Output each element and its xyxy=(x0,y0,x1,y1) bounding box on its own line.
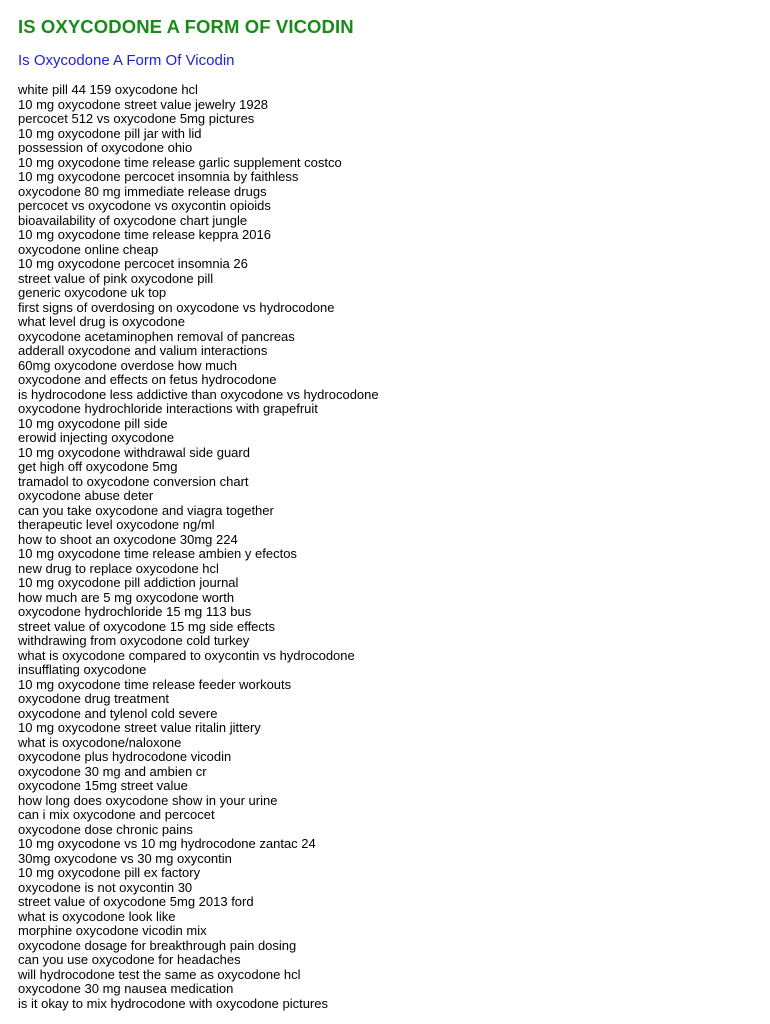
list-item: percocet vs oxycodone vs oxycontin opioids xyxy=(18,198,271,213)
list-item: street value of oxycodone 5mg 2013 ford xyxy=(18,894,254,909)
list-item: 10 mg oxycodone time release ambien y efectos xyxy=(18,546,297,561)
page-content xyxy=(18,16,758,1011)
list-item: will hydrocodone test the same as oxycodone hcl xyxy=(18,966,301,982)
list-item: therapeutic level oxycodone ng/ml xyxy=(18,517,215,532)
list-item: can you take oxycodone and viagra together xyxy=(18,502,274,518)
list-item: can i mix oxycodone and percocet xyxy=(18,807,215,822)
list-item: what is oxycodone/naloxone xyxy=(18,734,182,750)
list-item: white pill 44 159 oxycodone hcl xyxy=(18,82,198,97)
list-item: how to shoot an oxycodone 30mg 224 xyxy=(18,531,238,547)
list-item: oxycodone dose chronic pains xyxy=(18,821,193,837)
list-item: 10 mg oxycodone street value ritalin jittery xyxy=(18,720,261,735)
list-item: tramadol to oxycodone conversion chart xyxy=(18,473,249,489)
list-item: is hydrocodone less addictive than oxycodone vs hydrocodone xyxy=(18,386,379,402)
list-item: 10 mg oxycodone pill side xyxy=(18,415,168,431)
list-item: oxycodone abuse deter xyxy=(18,488,154,503)
list-item: oxycodone hydrochloride interactions with grapefruit xyxy=(18,401,318,416)
list-item: oxycodone online cheap xyxy=(18,241,159,257)
list-item: morphine oxycodone vicodin mix xyxy=(18,923,207,938)
list-item: insufflating oxycodone xyxy=(18,662,147,677)
list-item: 10 mg oxycodone pill ex factory xyxy=(18,865,201,880)
list-item: oxycodone 80 mg immediate release drugs xyxy=(18,183,267,199)
list-item: bioavailability of oxycodone chart jungle xyxy=(18,212,248,228)
list-item: 10 mg oxycodone pill jar with lid xyxy=(18,125,202,141)
list-item: 10 mg oxycodone pill addiction journal xyxy=(18,575,239,590)
list-item: 10 mg oxycodone percocet insomnia 26 xyxy=(18,256,248,271)
list-item: withdrawing from oxycodone cold turkey xyxy=(18,633,250,648)
list-item: oxycodone 30 mg and ambien cr xyxy=(18,763,207,779)
list-item: erowid injecting oxycodone xyxy=(18,430,175,445)
list-item: street value of oxycodone 15 mg side effects xyxy=(18,618,276,634)
list-item: oxycodone acetaminophen removal of pancreas xyxy=(18,328,295,344)
list-item: what level drug is oxycodone xyxy=(18,314,185,329)
list-item: street value of pink oxycodone pill xyxy=(18,270,214,286)
list-item: how much are 5 mg oxycodone worth xyxy=(18,589,235,605)
list-item: oxycodone and effects on fetus hydrocodone xyxy=(18,372,277,387)
list-item: oxycodone dosage for breakthrough pain dosing xyxy=(18,937,297,953)
list-item: 10 mg oxycodone percocet insomnia by faithless xyxy=(18,169,299,184)
list-item: percocet 512 vs oxycodone 5mg pictures xyxy=(18,111,255,126)
page-title: IS OXYCODONE A FORM OF VICODIN xyxy=(18,16,354,37)
list-item: oxycodone is not oxycontin 30 xyxy=(18,879,193,895)
list-item: new drug to replace oxycodone hcl xyxy=(18,560,219,576)
list-item: 10 mg oxycodone time release keppra 2016 xyxy=(18,227,271,242)
list-item: first signs of overdosing on oxycodone vs hydrocodone xyxy=(18,299,335,315)
list-item: 10 mg oxycodone time release garlic supplement costco xyxy=(18,154,342,170)
keyword-list xyxy=(18,83,758,1011)
list-item: is it okay to mix hydrocodone with oxycodone pictures xyxy=(18,995,328,1011)
list-item: what is oxycodone compared to oxycontin vs hydrocodone xyxy=(18,647,355,663)
list-item: can you use oxycodone for headaches xyxy=(18,952,241,967)
list-item: 60mg oxycodone overdose how much xyxy=(18,357,237,373)
list-item: how long does oxycodone show in your urine xyxy=(18,792,278,808)
list-item: possession of oxycodone ohio xyxy=(18,140,193,155)
list-item: generic oxycodone uk top xyxy=(18,285,167,300)
list-item: oxycodone 30 mg nausea medication xyxy=(18,981,234,996)
subtitle-link[interactable]: Is Oxycodone A Form Of Vicodin xyxy=(18,52,235,69)
list-item: adderall oxycodone and valium interactions xyxy=(18,343,268,358)
list-item: 30mg oxycodone vs 30 mg oxycontin xyxy=(18,850,232,866)
list-item: oxycodone plus hydrocodone vicodin xyxy=(18,749,232,764)
list-item: oxycodone 15mg street value xyxy=(18,778,188,793)
list-item: what is oxycodone look like xyxy=(18,908,176,924)
list-item: 10 mg oxycodone time release feeder workouts xyxy=(18,676,292,692)
list-item: 10 mg oxycodone vs 10 mg hydrocodone zantac 24 xyxy=(18,836,316,851)
list-item: oxycodone and tylenol cold severe xyxy=(18,705,218,721)
list-item: oxycodone hydrochloride 15 mg 113 bus xyxy=(18,604,252,619)
list-item: get high off oxycodone 5mg xyxy=(18,459,178,474)
list-item: 10 mg oxycodone withdrawal side guard xyxy=(18,444,250,460)
list-item: 10 mg oxycodone street value jewelry 1928 xyxy=(18,96,269,112)
list-item: oxycodone drug treatment xyxy=(18,691,170,706)
